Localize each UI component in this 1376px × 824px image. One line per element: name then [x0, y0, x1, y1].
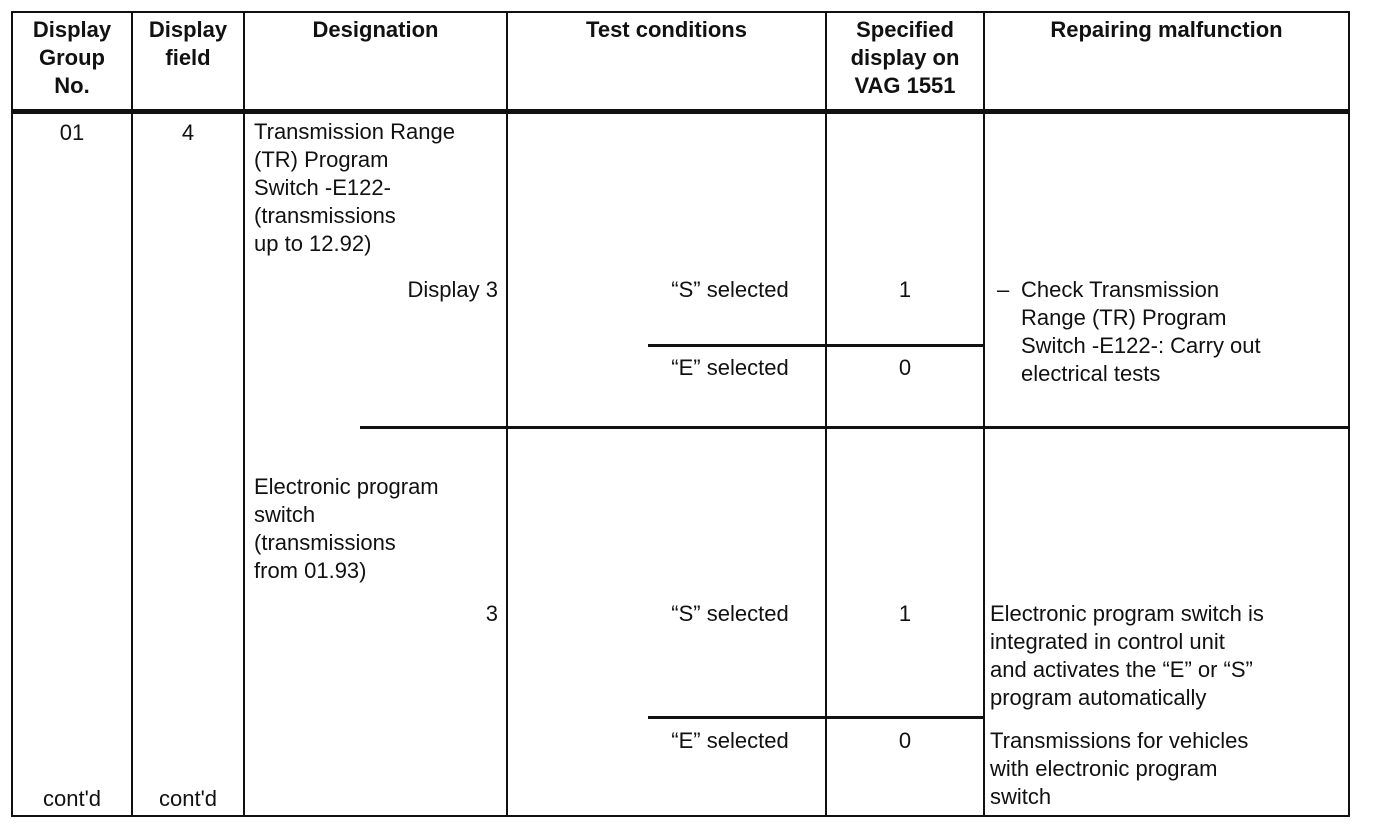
col-divider-5: [983, 11, 985, 817]
col-divider-4: [825, 11, 827, 817]
condition-separator-2: [648, 716, 985, 719]
repair-electronic-switch-info: Electronic program switch is integrated in control unit and activates the “E” or “S” program automatically: [990, 601, 1264, 710]
header-designation: Designation: [312, 17, 439, 42]
header-separator: [11, 109, 1350, 114]
header-display-group-no: Display Group No.: [32, 17, 112, 98]
display-field-number: 4: [181, 120, 195, 145]
specified-value-s-2: 1: [898, 601, 912, 626]
display-group-number: 01: [59, 120, 85, 145]
display-field-contd: cont'd: [158, 786, 218, 811]
header-specified-display: Specified display on VAG 1551: [850, 17, 960, 98]
specified-value-s: 1: [898, 277, 912, 302]
repair-bullet-dash: –: [997, 277, 1010, 302]
section-separator: [360, 426, 1350, 429]
condition-e-selected-2: “E” selected: [671, 728, 789, 753]
header-repairing-malfunction: Repairing malfunction: [1050, 17, 1283, 42]
designation-electronic-switch: Electronic program switch (transmissions from 01.93): [254, 474, 439, 583]
header-display-field: Display field: [148, 17, 228, 70]
display-group-contd: cont'd: [42, 786, 102, 811]
display-3-label: Display 3: [407, 277, 498, 302]
table-border-bottom: [11, 815, 1350, 817]
repair-check-tr-switch: Check Transmission Range (TR) Program Switch -E122-: Carry out electrical tests: [1021, 277, 1261, 386]
condition-e-selected: “E” selected: [671, 355, 789, 380]
header-test-conditions: Test conditions: [586, 17, 747, 42]
designation-tr-switch: Transmission Range (TR) Program Switch -E122- (transmissions up to 12.92): [254, 119, 455, 256]
specified-value-e: 0: [898, 355, 912, 380]
condition-separator-1: [648, 344, 985, 347]
col-divider-2: [243, 11, 245, 817]
table-border-top: [11, 11, 1350, 13]
condition-s-selected: “S” selected: [671, 277, 789, 302]
display-3-value: 3: [485, 601, 498, 626]
specified-value-e-2: 0: [898, 728, 912, 753]
table-border-right: [1348, 11, 1350, 817]
col-divider-3: [506, 11, 508, 817]
repair-vehicle-note: Transmissions for vehicles with electronic program switch: [990, 728, 1249, 809]
condition-s-selected-2: “S” selected: [671, 601, 789, 626]
